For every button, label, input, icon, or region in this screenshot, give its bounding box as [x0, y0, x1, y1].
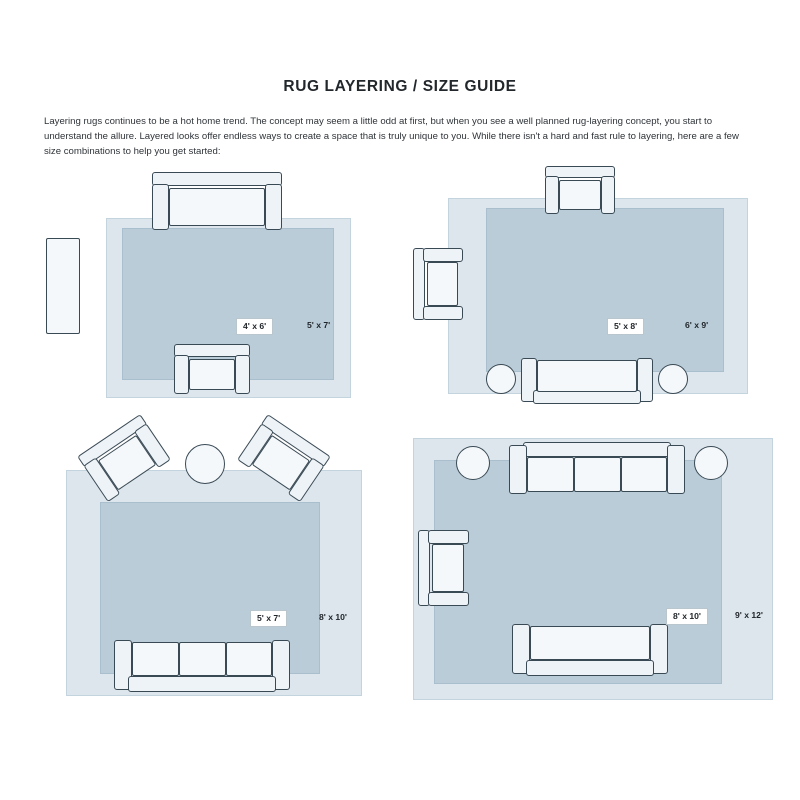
armchair-top-arm-left	[545, 176, 559, 214]
sofa-bottom	[512, 624, 668, 678]
sofa-back	[533, 390, 641, 404]
sofa-back	[152, 172, 282, 186]
sofa	[521, 358, 653, 406]
outer-rug-label: 8' x 10'	[319, 612, 347, 622]
sofa-cushion-1	[132, 642, 179, 676]
armchair-left-arm-bottom	[428, 592, 469, 606]
armchair-top	[545, 166, 615, 216]
sofa	[114, 640, 290, 694]
armchair-top-seat	[559, 180, 601, 210]
sofa-top-cushion-2	[574, 457, 621, 492]
sofa-top-cushion-3	[621, 457, 667, 492]
armchair-left-arm-bottom	[423, 306, 463, 320]
diagram-top-right	[408, 166, 768, 416]
sofa-arm-right	[265, 184, 282, 230]
console-table	[46, 238, 80, 334]
side-table-right	[658, 364, 688, 394]
outer-rug-label: 5' x 7'	[307, 320, 331, 330]
inner-rug-label: 8' x 10'	[666, 608, 708, 625]
intro-paragraph: Layering rugs continues to be a hot home trend. The concept may seem a little odd at first, but when you see a well planned rug-layering concept, you start to understand the allure. Layered looks offer endless ways to create a space that is truly unique to you. While there isn't a hard and fast rule to layering, here are a few size combinations to help you get started:	[44, 116, 739, 158]
sofa-arm-left	[152, 184, 169, 230]
armchair-left	[413, 248, 465, 320]
sofa-bottom-seat	[530, 626, 650, 660]
armchair-left-arm-top	[428, 530, 469, 544]
diagram-bottom-left	[56, 424, 386, 694]
sofa-cushion-3	[226, 642, 272, 676]
page-title: RUG LAYERING / SIZE GUIDE	[283, 78, 517, 95]
sofa-top-back	[523, 442, 671, 457]
round-table	[185, 444, 225, 484]
sofa-seat	[537, 360, 637, 392]
inner-rug-label: 4' x 6'	[236, 318, 273, 335]
armchair	[174, 344, 250, 396]
sofa-cushion-2	[179, 642, 226, 676]
armchair-seat	[189, 359, 235, 390]
armchair-arm-left	[174, 355, 189, 394]
side-table-right	[694, 446, 728, 480]
armchair-left-seat	[432, 544, 464, 592]
sofa	[152, 172, 282, 234]
outer-rug-label: 9' x 12'	[735, 610, 763, 620]
sofa-bottom-back	[526, 660, 654, 676]
sofa-top-cushion-1	[527, 457, 574, 492]
diagram-bottom-right	[408, 424, 778, 704]
diagram-top-left	[44, 166, 384, 416]
sofa-top-arm-left	[509, 445, 527, 494]
sofa-back	[128, 676, 276, 692]
inner-rug-area	[486, 208, 724, 372]
sofa-seat	[169, 188, 265, 226]
armchair-top-arm-right	[601, 176, 615, 214]
armchair-arm-right	[235, 355, 250, 394]
armchair-left-seat	[427, 262, 458, 306]
armchair-left-arm-top	[423, 248, 463, 262]
outer-rug-label: 6' x 9'	[685, 320, 709, 330]
side-table-left	[486, 364, 516, 394]
armchair-left	[418, 530, 470, 606]
sofa-top-arm-right	[667, 445, 685, 494]
inner-rug-label: 5' x 8'	[607, 318, 644, 335]
inner-rug-label: 5' x 7'	[250, 610, 287, 627]
sofa-top	[509, 442, 685, 496]
side-table-left	[456, 446, 490, 480]
